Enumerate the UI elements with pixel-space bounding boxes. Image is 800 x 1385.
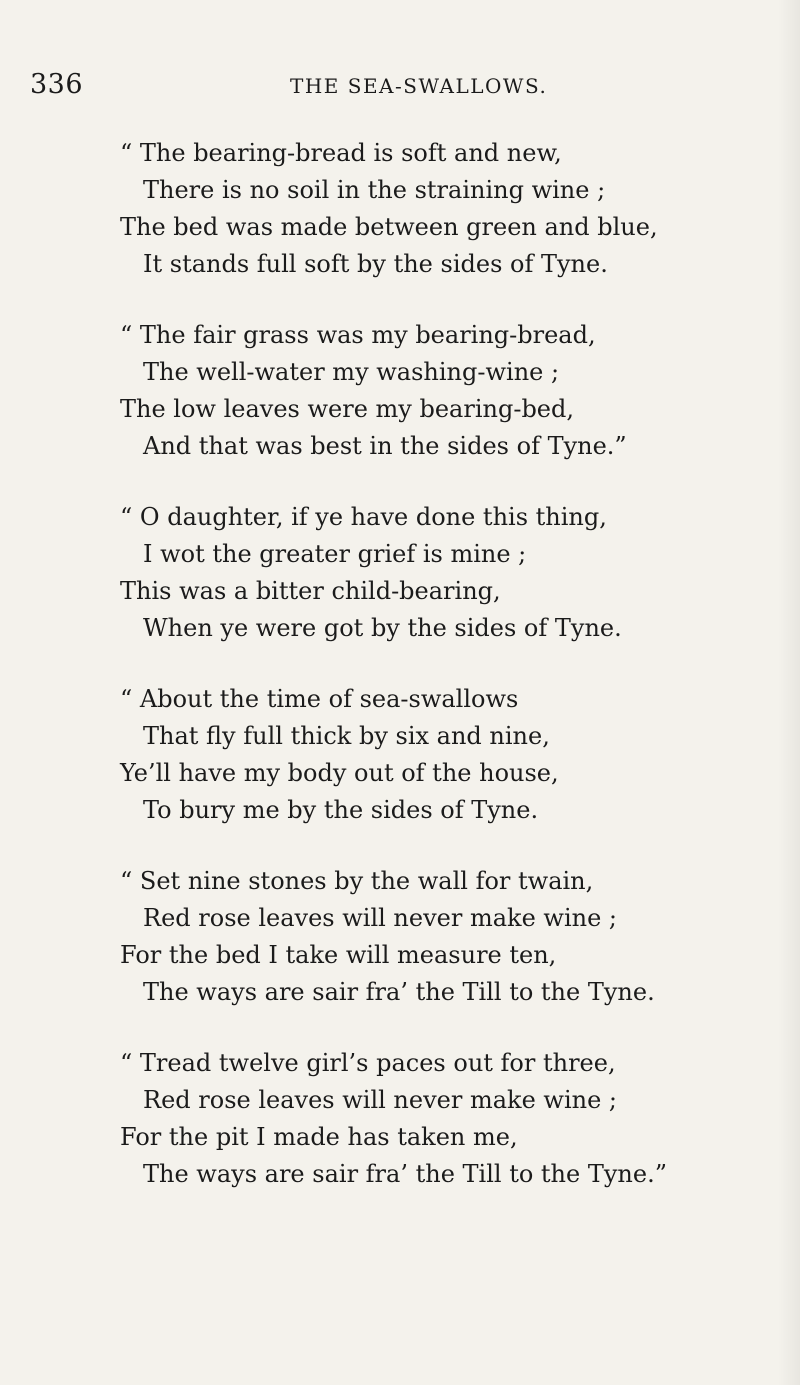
stanza bbox=[120, 1045, 790, 1193]
poem-line: Red rose leaves will never make wine ; bbox=[143, 904, 617, 932]
poem bbox=[120, 135, 790, 1227]
poem-line: Ye’ll have my body out of the house, bbox=[120, 759, 559, 787]
poem-line: “ Set nine stones by the wall for twain, bbox=[120, 867, 594, 895]
poem-line: “ Tread twelve girl’s paces out for three, bbox=[120, 1049, 616, 1077]
poem-line: When ye were got by the sides of Tyne. bbox=[143, 614, 622, 642]
poem-line: The ways are sair fra’ the Till to the Tyne.” bbox=[143, 1160, 667, 1188]
poem-line: That fly full thick by six and nine, bbox=[143, 722, 550, 750]
poem-line: “ The fair grass was my bearing-bread, bbox=[120, 321, 596, 349]
stanza bbox=[120, 499, 790, 647]
poem-line: “ The bearing-bread is soft and new, bbox=[120, 139, 562, 167]
poem-line: “ About the time of sea-swallows bbox=[120, 685, 519, 713]
stanza bbox=[120, 681, 790, 829]
poem-line: For the bed I take will measure ten, bbox=[120, 941, 557, 969]
poem-line: This was a bitter child-bearing, bbox=[120, 577, 501, 605]
poem-line: The well-water my washing-wine ; bbox=[143, 358, 560, 386]
poem-line: “ O daughter, if ye have done this thing, bbox=[120, 503, 607, 531]
poem-line: For the pit I made has taken me, bbox=[120, 1123, 518, 1151]
running-head: THE SEA-SWALLOWS. bbox=[290, 74, 548, 98]
poem-line: I wot the greater grief is mine ; bbox=[143, 540, 527, 568]
poem-line: It stands full soft by the sides of Tyne. bbox=[143, 250, 608, 278]
stanza bbox=[120, 863, 790, 1011]
poem-line: The ways are sair fra’ the Till to the Tyne. bbox=[143, 978, 655, 1006]
poem-line: The bed was made between green and blue, bbox=[120, 213, 658, 241]
poem-line: There is no soil in the straining wine ; bbox=[143, 176, 606, 204]
page-number: 336 bbox=[30, 69, 84, 100]
poem-line: To bury me by the sides of Tyne. bbox=[143, 796, 539, 824]
stanza bbox=[120, 317, 790, 465]
poem-line: The low leaves were my bearing-bed, bbox=[120, 395, 574, 423]
poem-line: Red rose leaves will never make wine ; bbox=[143, 1086, 617, 1114]
stanza bbox=[120, 135, 790, 283]
poem-line: And that was best in the sides of Tyne.” bbox=[143, 432, 627, 460]
